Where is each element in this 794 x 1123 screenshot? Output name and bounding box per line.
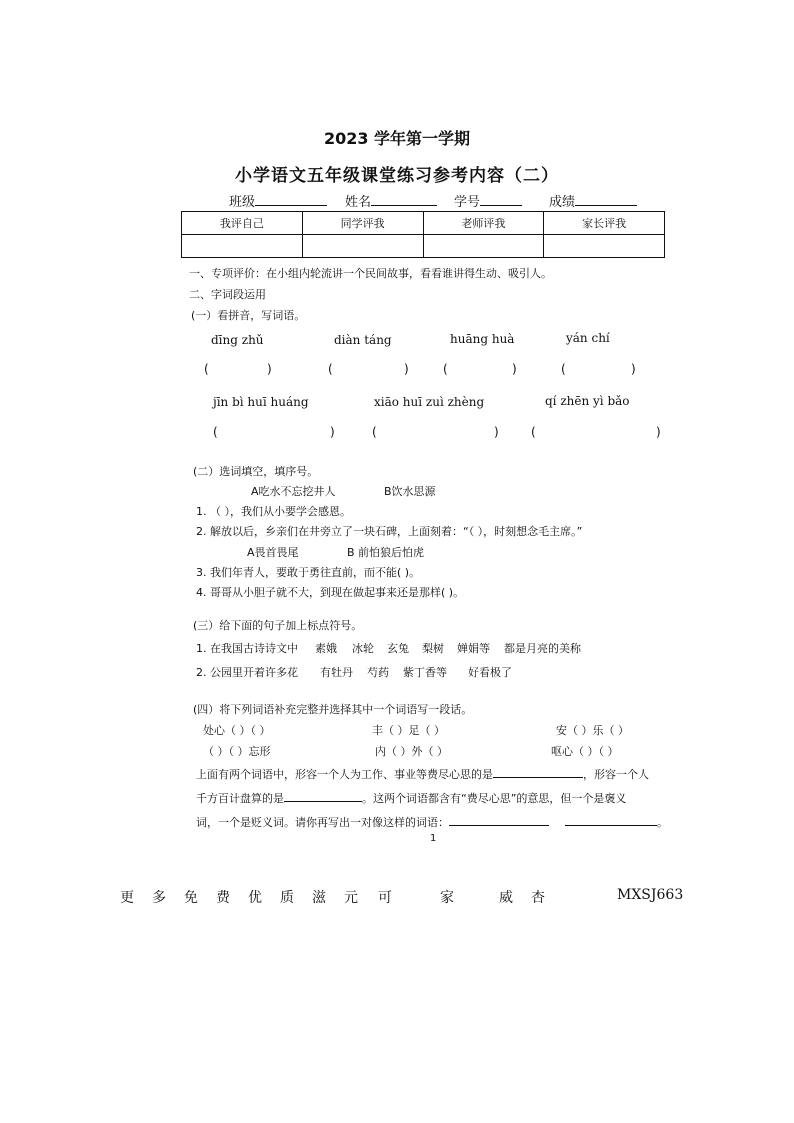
answer-paren-open: ( [561, 362, 566, 376]
sentence-2-part: 2. 公园里开着许多花 [196, 666, 298, 679]
footer-char: 杏 [531, 890, 545, 906]
footer-char: 优 [248, 890, 262, 906]
part2-title: (二）选词填空，填序号。 [193, 465, 319, 478]
table-row [182, 235, 665, 258]
sentence-2-part: 紫丁香等 [403, 666, 447, 679]
option-a: A畏首畏尾 [247, 546, 299, 559]
section-1: 一、专项评价：在小组内轮流讲一个民间故事，看看谁讲得生动、吸引人。 [189, 267, 552, 280]
footer-char: 更 [120, 890, 134, 906]
footer-char: 威 [499, 890, 513, 906]
answer-paren-close: ) [631, 362, 636, 376]
pinyin-1: dīng zhǔ [211, 333, 264, 347]
eval-header-teacher: 老师评我 [423, 212, 544, 235]
answer-blank [284, 789, 362, 802]
paragraph-line-2 [196, 789, 626, 806]
answer-paren-open: ( [372, 425, 377, 439]
sentence-2-part: 有牡丹 [320, 666, 353, 679]
paragraph-text: 。 [657, 816, 668, 829]
footer-char: 滋 [312, 890, 326, 906]
eval-cell-teacher [423, 235, 544, 258]
paragraph-text: ，形容一个人 [583, 768, 649, 781]
option-a: A吃水不忘挖井人 [251, 485, 336, 498]
part4-title: (四）将下列词语补充完整并选择其中一个词语写一段话。 [193, 703, 473, 716]
option-b: B 前怕狼后怕虎 [347, 546, 425, 559]
option-b: B饮水思源 [384, 485, 436, 498]
idiom-blank: 内（ ）外（ ） [375, 745, 448, 758]
footer-code: MXSJ663 [617, 887, 684, 903]
sentence-1-part: 1. 在我国古诗诗文中 [196, 642, 298, 655]
pinyin-6: xiāo huī zuì zhèng [374, 395, 485, 409]
answer-blank [449, 813, 549, 826]
eval-cell-peer [302, 235, 423, 258]
eval-cell-self [182, 235, 303, 258]
sentence-1-part: 婵娟等 [457, 642, 490, 655]
name-blank [371, 193, 437, 206]
pinyin-4: yán chí [566, 331, 610, 345]
answer-paren-open: ( [213, 425, 218, 439]
class-label: 班级 [229, 195, 256, 210]
idiom-blank: 处心（ ）（ ） [203, 724, 271, 737]
pinyin-5: jīn bì huī huáng [213, 395, 309, 409]
sentence-1-part: 梨树 [422, 642, 444, 655]
footer-char: 家 [440, 890, 454, 906]
answer-paren-close: ) [267, 362, 272, 376]
score-blank [575, 193, 637, 206]
footer-char: 可 [378, 890, 392, 906]
paragraph-line-1 [196, 765, 649, 782]
eval-header-peer: 同学评我 [302, 212, 423, 235]
eval-cell-parent [544, 235, 665, 258]
number-blank [480, 193, 522, 206]
idiom-blank: 安（ ）乐（ ） [556, 724, 629, 737]
footer-char: 费 [216, 890, 230, 906]
sentence-1-part: 都是月亮的美称 [504, 642, 581, 655]
footer-char: 元 [344, 890, 358, 906]
idiom-blank: 丰（ ）足（ ） [372, 724, 445, 737]
eval-header-parent: 家长评我 [544, 212, 665, 235]
paragraph-text: 上面有两个词语中，形容一个人为工作、事业等费尽心思的是 [196, 768, 493, 781]
answer-paren-close: ) [404, 362, 409, 376]
answer-paren-close: ) [494, 425, 499, 439]
number-label: 学号 [454, 195, 481, 210]
doc-title-term: 2023 学年第一学期 [323, 129, 471, 148]
doc-title-main: 小学语文五年级课堂练习参考内容（二） [235, 166, 559, 186]
sentence-1-part: 冰轮 [352, 642, 374, 655]
sentence-2-part: 好看极了 [468, 666, 512, 679]
paragraph-line-3 [196, 813, 668, 830]
idiom-blank: 呕心（ ）（ ） [551, 745, 619, 758]
number-field [454, 191, 522, 210]
answer-blank [565, 813, 657, 826]
part1-title: (一）看拼音，写词语。 [191, 309, 306, 322]
class-field [229, 191, 327, 210]
page-number: 1 [430, 833, 437, 844]
answer-paren-open: ( [204, 362, 209, 376]
footer-char: 多 [152, 890, 166, 906]
paragraph-text: 词，一个是贬义词。请你再写出一对像这样的词语： [196, 816, 449, 829]
pinyin-2: diàn táng [334, 333, 392, 347]
answer-paren-close: ) [656, 425, 661, 439]
score-label: 成绩 [549, 195, 576, 210]
score-field [549, 191, 637, 210]
answer-paren-open: ( [328, 362, 333, 376]
sentence-1-part: 玄兔 [387, 642, 409, 655]
question-1: 1. （ ），我们从小要学会感恩。 [196, 505, 351, 518]
sentence-1-part: 素娥 [315, 642, 337, 655]
idiom-blank: （ ）（ ）忘形 [203, 745, 271, 758]
paragraph-text: 千方百计盘算的是 [196, 792, 284, 805]
section-2-heading: 二、字词段运用 [189, 288, 266, 301]
question-4: 4. 哥哥从小胆子就不大，到现在做起事来还是那样( )。 [196, 586, 465, 599]
paragraph-text: 。这两个词语都含有“费尽心思”的意思，但一个是褒义 [362, 792, 627, 805]
question-2: 2. 解放以后，乡亲们在井旁立了一块石碑，上面刻着：“（ ），时刻想念毛主席。” [196, 525, 583, 538]
answer-paren-open: ( [443, 362, 448, 376]
question-3: 3. 我们年青人，要敢于勇往直前，而不能( )。 [196, 566, 421, 579]
part3-title: (三）给下面的句子加上标点符号。 [193, 619, 363, 632]
sentence-2-part: 芍药 [367, 666, 389, 679]
class-blank [255, 193, 327, 206]
evaluation-table [181, 211, 665, 258]
table-row [182, 212, 665, 235]
answer-paren-close: ) [512, 362, 517, 376]
footer-char: 质 [280, 890, 294, 906]
pinyin-7: qí zhēn yì bǎo [545, 394, 630, 408]
answer-blank [493, 765, 583, 778]
footer-char: 免 [184, 890, 198, 906]
answer-paren-close: ) [330, 425, 335, 439]
name-field [345, 191, 437, 210]
pinyin-3: huāng huà [450, 332, 515, 346]
name-label: 姓名 [345, 195, 372, 210]
answer-paren-open: ( [531, 425, 536, 439]
eval-header-self: 我评自己 [182, 212, 303, 235]
